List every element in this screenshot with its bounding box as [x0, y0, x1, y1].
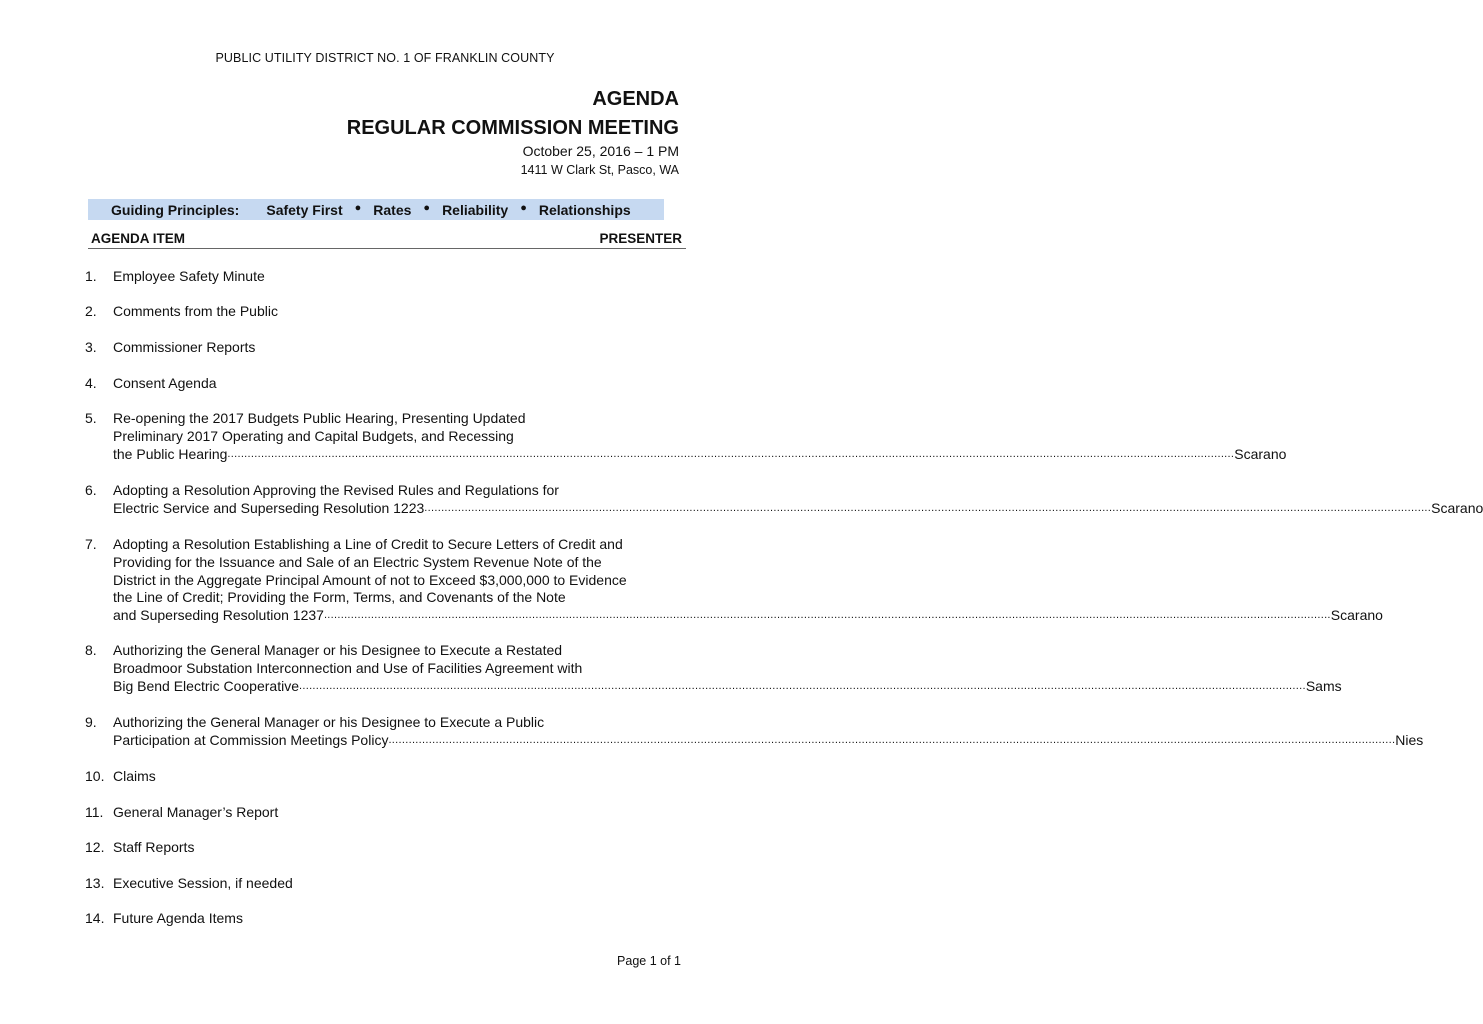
- agenda-item-text: Future Agenda Items: [113, 910, 243, 926]
- agenda-item-body: [113, 375, 687, 393]
- agenda-item-body: [113, 714, 1424, 750]
- agenda-item-text: Electric Service and Superseding Resolution 1223: [113, 499, 425, 516]
- dot-leader: ............................................................................................................................................................................................................................................................................................................: [424, 501, 1432, 514]
- agenda-item-header: AGENDA ITEM: [91, 231, 185, 246]
- agenda-item-body: [113, 768, 687, 786]
- agenda-item-presenter: Nies: [1395, 731, 1424, 748]
- district-name: PUBLIC UTILITY DISTRICT NO. 1 OF FRANKLIN COUNTY: [215, 51, 555, 65]
- agenda-item-text: Adopting a Resolution Approving the Revised Rules and Regulations for: [113, 482, 559, 498]
- agenda-item-body: [113, 268, 687, 286]
- agenda-item-number: 9.: [85, 714, 97, 730]
- agenda-item-text: Commissioner Reports: [113, 339, 256, 355]
- agenda-item-text: the Public Hearing: [113, 445, 228, 462]
- agenda-item-number: 2.: [85, 303, 97, 319]
- document-title: AGENDA: [592, 88, 679, 110]
- agenda-item-text: Authorizing the General Manager or his Designee to Execute a Restated: [113, 642, 563, 658]
- agenda-item-line: [113, 445, 1287, 464]
- agenda-item-text: Re-opening the 2017 Budgets Public Hearing, Presenting Updated: [113, 410, 526, 426]
- agenda-item-body: [113, 339, 687, 357]
- agenda-item-text: Staff Reports: [113, 839, 195, 855]
- agenda-item-line: [113, 607, 1383, 625]
- agenda-item-text: District in the Aggregate Principal Amount of not to Exceed $3,000,000 to Evidence: [113, 571, 627, 588]
- agenda-item-number: 8.: [85, 642, 97, 658]
- agenda-item-text: Claims: [113, 768, 156, 784]
- agenda-item-presenter: Scarano: [1234, 445, 1287, 462]
- agenda-item-number: 13.: [85, 875, 105, 891]
- pointing-hand-icon: ●: [354, 201, 362, 214]
- agenda-item-presenter: Scarano: [1330, 607, 1383, 624]
- agenda-item-body: [113, 910, 687, 928]
- principle-rates: Rates: [373, 201, 412, 218]
- agenda-item-text: Executive Session, if needed: [113, 875, 293, 891]
- page-number: Page 1 of 1: [617, 954, 681, 968]
- agenda-item-body: [113, 410, 1287, 463]
- dot-leader: ............................................................................................................................................................................................................................................................................................................: [388, 733, 1396, 746]
- agenda-item-line: [113, 731, 1424, 750]
- agenda-item-number: 11.: [85, 804, 104, 820]
- agenda-item-line: [113, 677, 1342, 696]
- agenda-item-number: 3.: [85, 339, 97, 355]
- agenda-item-body: [113, 804, 687, 822]
- agenda-item-body: [113, 642, 1342, 695]
- agenda-item-number: 6.: [85, 482, 97, 498]
- agenda-item-number: 10.: [85, 768, 105, 784]
- presenter-header: PRESENTER: [599, 231, 682, 246]
- agenda-item-number: 5.: [85, 410, 97, 426]
- meeting-address: 1411 W Clark St, Pasco, WA: [520, 163, 679, 177]
- principle-reliability: Reliability: [442, 201, 509, 218]
- agenda-item-text: Providing for the Issuance and Sale of an Electric System Revenue Note of the: [113, 553, 602, 570]
- agenda-item-text: General Manager’s Report: [113, 804, 279, 820]
- meeting-date: October 25, 2016 – 1 PM: [522, 143, 679, 159]
- agenda-item-number: 1.: [85, 268, 97, 284]
- meeting-type: REGULAR COMMISSION MEETING: [346, 117, 679, 139]
- dot-leader: ............................................................................................................................................................................................................................................................................................................: [299, 679, 1306, 692]
- agenda-column-headers: [88, 230, 686, 249]
- agenda-item-text: Big Bend Electric Cooperative: [113, 677, 299, 694]
- agenda-item-number: 12.: [85, 839, 105, 855]
- agenda-item-text: Participation at Commission Meetings Policy: [113, 731, 389, 748]
- dot-leader: ............................................................................................................................................................................................................................................................................................................: [323, 609, 1331, 622]
- agenda-item-body: [113, 875, 687, 893]
- agenda-item-presenter: Sams: [1305, 677, 1342, 694]
- agenda-item-line: [113, 499, 1483, 518]
- agenda-item-text: Comments from the Public: [113, 303, 278, 319]
- agenda-item-body: [113, 536, 1383, 625]
- agenda-item-presenter: Scarano: [1431, 499, 1483, 516]
- agenda-item-number: 7.: [85, 536, 97, 552]
- pointing-hand-icon: ●: [520, 201, 527, 214]
- agenda-item-text: Broadmoor Substation Interconnection and Use of Facilities Agreement with: [113, 659, 583, 676]
- agenda-item-text: Consent Agenda: [113, 375, 217, 391]
- guiding-principles-bar: [88, 199, 664, 220]
- agenda-item-text: Preliminary 2017 Operating and Capital Budgets, and Recessing: [113, 427, 514, 444]
- agenda-item-text: Authorizing the General Manager or his Designee to Execute a Public: [113, 714, 545, 730]
- agenda-item-text: and Superseding Resolution 1237: [113, 607, 324, 624]
- principle-safety: Safety First: [266, 201, 343, 218]
- agenda-item-body: [113, 303, 687, 321]
- agenda-item-text: Employee Safety Minute: [113, 268, 265, 284]
- agenda-item-text: the Line of Credit; Providing the Form, Terms, and Covenants of the Note: [113, 589, 566, 606]
- agenda-item-body: [113, 482, 1483, 518]
- agenda-item-body: [113, 839, 687, 857]
- dot-leader: ............................................................................................................................................................................................................................................................................................................: [227, 447, 1235, 460]
- principle-relationships: Relationships: [538, 201, 631, 218]
- pointing-hand-icon: ●: [423, 201, 431, 214]
- agenda-item-number: 4.: [85, 375, 97, 391]
- agenda-item-number: 14.: [85, 910, 105, 926]
- agenda-item-text: Adopting a Resolution Establishing a Line of Credit to Secure Letters of Credit and: [113, 536, 623, 552]
- guiding-principles-label: Guiding Principles:: [111, 201, 240, 218]
